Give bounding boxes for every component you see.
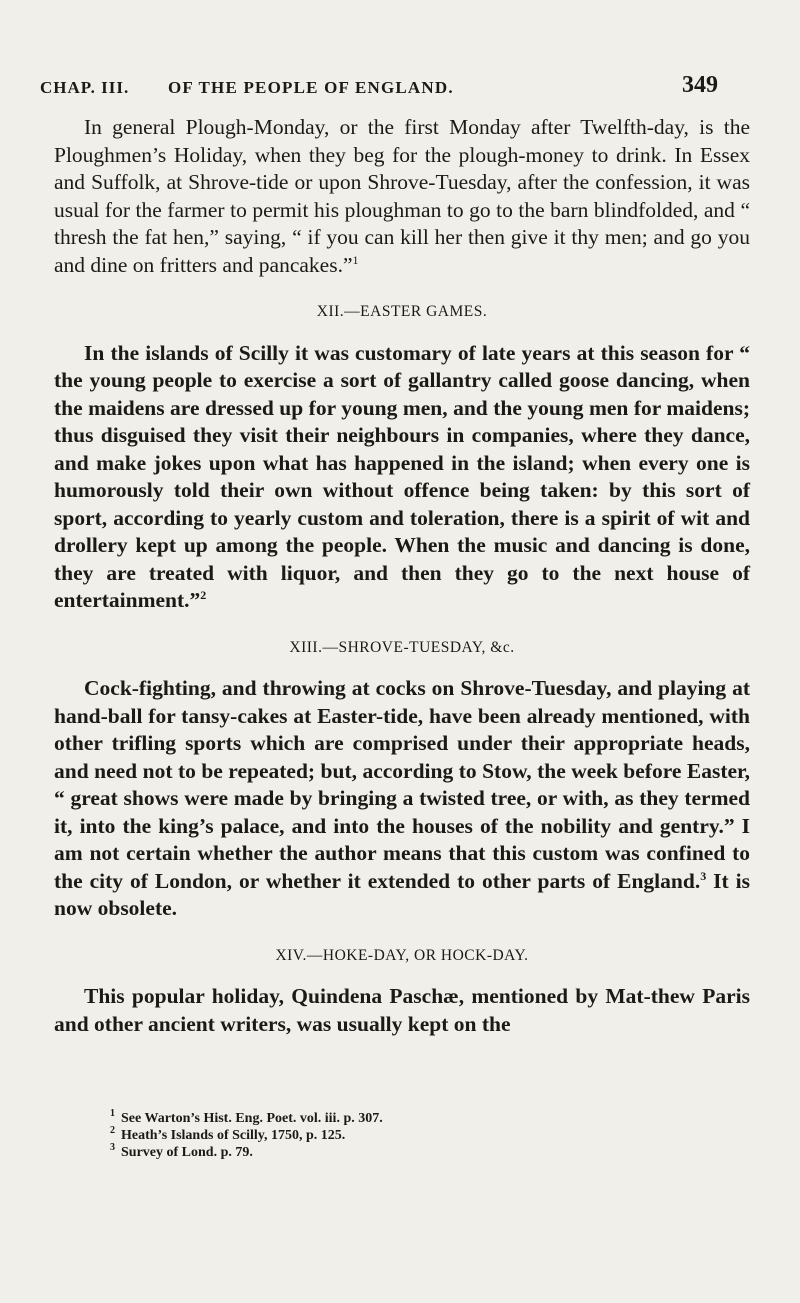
footnote-mark: 3 — [110, 1142, 115, 1154]
paragraph-easter-games — [54, 340, 750, 615]
footnote — [110, 1144, 710, 1161]
paragraph-text: Cock-fighting, and throwing at cocks on Shrove-Tuesday, and playing at hand-ball for tansy-cakes at Easter-tide, have been already mentioned, with other trifling sports which are comprised under their appropriate heads, and need not to be repeated; but, according to Stow, the week before Easter, “ great shows were made by bringing a twisted tree, or with, as they termed it, into the king’s palace, and into the houses of the nobility and gentry.” I am not certain whether the author means that this custom was confined to the city of London, or whether it extended to other parts of England. — [54, 676, 750, 893]
section-heading-easter-games: XII.—EASTER GAMES. — [316, 303, 488, 320]
section-heading-hoke-day: XIV.—HOKE-DAY, OR HOCK-DAY. — [275, 946, 529, 964]
footnote-text: See Warton’s Hist. Eng. Poet. vol. iii. p. 307. — [121, 1111, 383, 1126]
footnote-mark: 2 — [110, 1125, 115, 1137]
footnote-ref: 3 — [700, 868, 707, 883]
chapter-label: CHAP. III. — [40, 78, 130, 97]
paragraph-text: In general Plough-Monday, or the first Monday after Twelfth-day, is the Ploughmen’s Holiday, when they beg for the plough-money to drink. In Essex and Suffolk, at Shrove-tide or upon Shrove-Tuesday, after the confession, it was usual for the farmer to permit his ploughman to go to the barn blindfolded, and “ thresh the fat hen,” saying, “ if you can kill her then give it thy men; and go you and dine on fritters and pancakes.” — [54, 115, 750, 277]
paragraph-text-end: It is now obsolete. — [54, 868, 751, 920]
footnote-text: Heath’s Islands of Scilly, 1750, p. 125. — [121, 1128, 346, 1143]
footnotes — [110, 1110, 710, 1161]
page-number: 349 — [682, 72, 718, 98]
paragraph-hoke-day: This popular holiday, Quindena Paschæ, mentioned by Mat-thew Paris and other ancient writers, was usually kept on the — [54, 984, 750, 1036]
running-header — [40, 72, 760, 106]
footnote-mark: 1 — [110, 1108, 115, 1120]
footnote-text: Survey of Lond. p. 79. — [121, 1145, 253, 1160]
paragraph-text: In the islands of Scilly it was customary of late years at this season for “ the young people to exercise a sort of gallantry called goose dancing, when the maidens are dressed up for young men, and the young men for maidens; thus disguised they visit their neighbours in companies, where they dance, and make jokes upon what has happened in the island; when every one is humorously told their own without offence being taken: by this sort of sport, according to yearly custom and toleration, there is a spirit of wit and drollery kept up among the people. When the music and dancing is done, they are treated with liquor, and then they go to the next house of entertainment.” — [54, 340, 750, 612]
footnote — [110, 1127, 710, 1144]
section-heading-shrove-tuesday: XIII.—SHROVE-TUESDAY, &c. — [289, 638, 515, 656]
running-title: OF THE PEOPLE OF ENGLAND. — [168, 78, 454, 97]
page-body — [54, 114, 750, 1038]
paragraph-shrove-tuesday — [54, 675, 750, 923]
footnote-ref: 1 — [352, 252, 359, 267]
paragraph-plough-monday — [54, 114, 750, 279]
footnote-ref: 2 — [200, 587, 207, 602]
footnote — [110, 1110, 710, 1127]
